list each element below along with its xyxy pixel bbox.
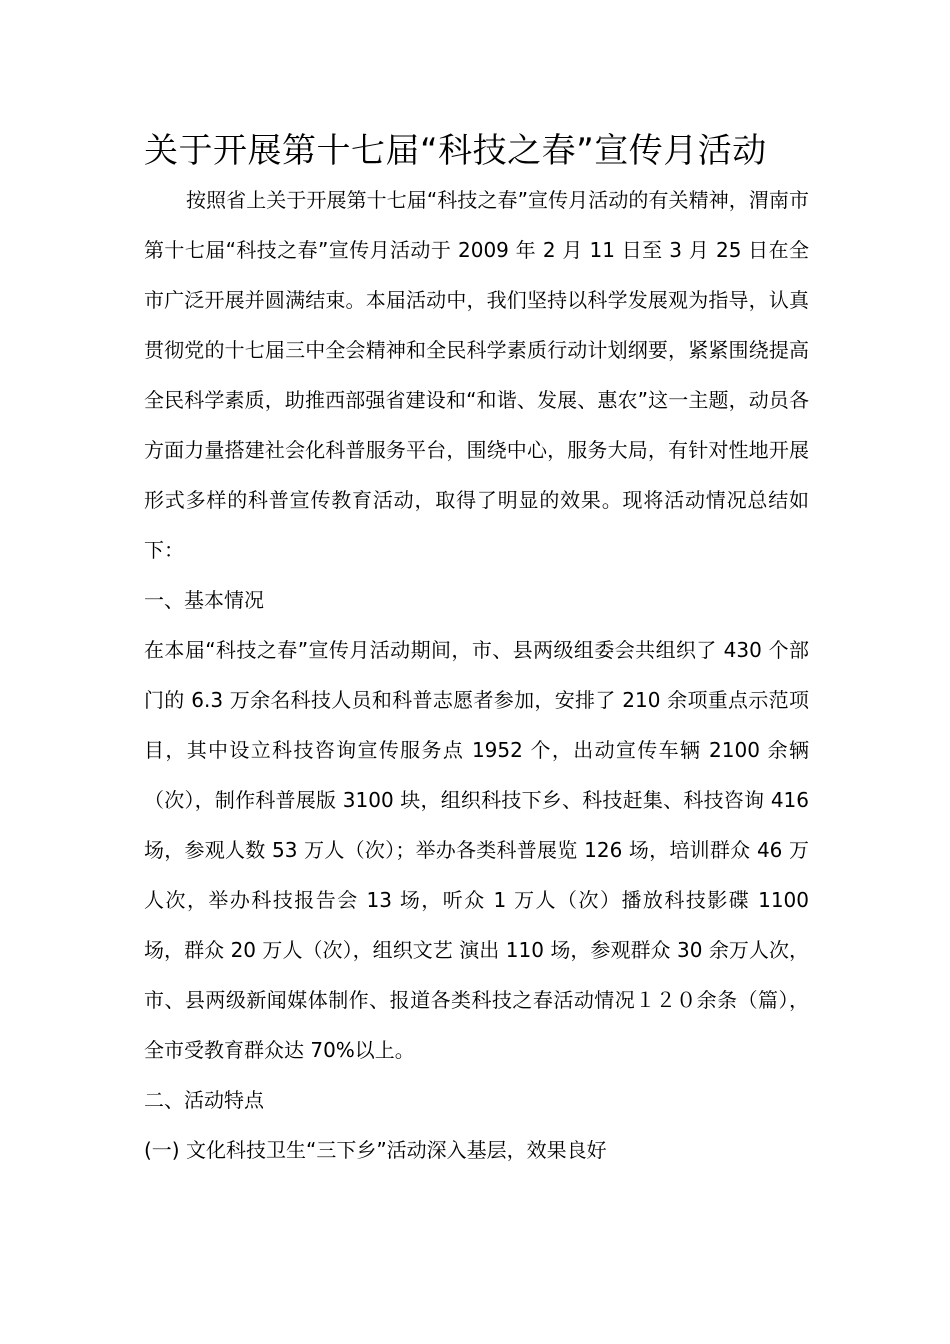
document-title: 关于开展第十七届“科技之春”宣传月活动 xyxy=(144,131,767,171)
intro-paragraph: 按照省上关于开展第十七届“科技之春”宣传月活动的有关精神，渭南市第十七届“科技之春”宣传月活动于 2009 年 2 月 11 日至 3 月 25 日在全市广泛开展并圆满结束。本届活动中，我们坚持以科学发展观为指导，认真贯彻党的十七届三中全会精神和全民科学素质行动计划纲要，紧紧围绕提高全民科学素质，助推西部强省建设和“和谐、发展、惠农”这一主题，动员各方面力量搭建社会化科普服务平台，围绕中心，服务大局，有针对性地开展形式多样的科普宣传教育活动，取得了明显的效果。现将活动情况总结如下： xyxy=(144,188,809,562)
section-heading-activity-features: 二、活动特点 xyxy=(144,1088,264,1112)
basic-situation-paragraph: 在本届“科技之春”宣传月活动期间，市、县两级组委会共组织了 430 个部门的 6.3 万余名科技人员和科普志愿者参加，安排了 210 余项重点示范项目，其中设立科技咨询宣传服务点 1952 个，出动宣传车辆 2100 余辆（次），制作科普展版 3100 块，组织科技下乡、科技赶集、科技咨询 416 场，参观人数 53 万人（次）；举办各类科普展览 126 场，培训群众 46 万人次，举办科技报告会 13 场，听众 1 万人（次）播放科技影碟 1100 场，群众 20 万人（次），组织文艺 演出 110 场，参观群众 30 余万人次，市、县两级新闻媒体制作、报道各类科技之春活动情况１２０余条（篇），全市受教育群众达 70%以上。 xyxy=(144,638,809,1062)
subsection-heading-three-to-countryside: (一) 文化科技卫生“三下乡”活动深入基层，效果良好 xyxy=(144,1138,607,1162)
document-page xyxy=(144,128,809,1175)
section-heading-basic-situation: 一、基本情况 xyxy=(144,588,264,612)
